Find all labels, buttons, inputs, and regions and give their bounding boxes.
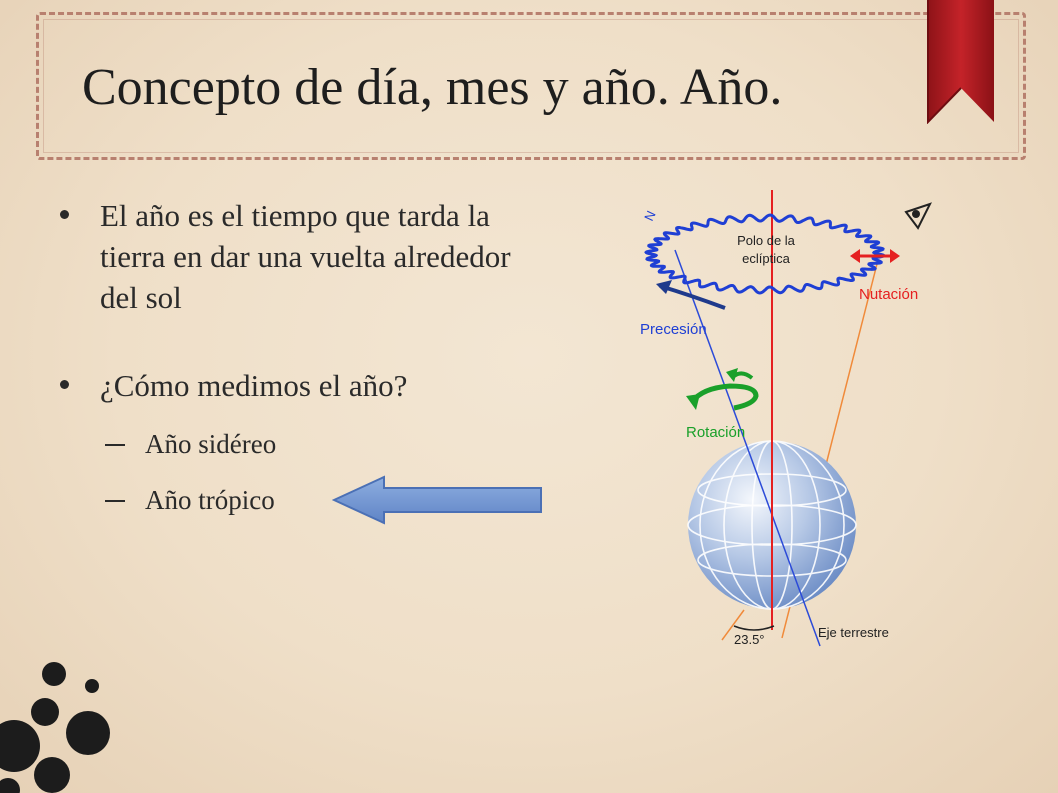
earth-axis-label: Eje terrestre <box>818 625 889 640</box>
sub-bullet-text: Año sidéreo <box>145 429 277 459</box>
bullet-text: El año es el tiempo que tarda la tierra en dar una vuelta alrededor del sol <box>100 198 511 315</box>
observer-eye-icon <box>906 204 930 228</box>
precession-arrow-icon <box>660 286 725 308</box>
angle-arc <box>734 626 774 630</box>
north-label: N <box>641 208 659 224</box>
bullet-dot-icon <box>60 210 69 219</box>
bookmark-ribbon-icon <box>926 0 996 124</box>
bullet-dot-icon <box>60 380 69 389</box>
slide-title: Concepto de día, mes y año. Año. <box>82 59 783 116</box>
nutation-label: Nutación <box>859 286 919 303</box>
pole-label-line1: Polo de la <box>737 233 795 248</box>
left-arrow-icon <box>332 475 544 525</box>
rotation-label: Rotación <box>686 424 746 441</box>
sub-bullet-dash-icon <box>105 500 125 502</box>
earth-axis-diagram <box>630 190 940 660</box>
decorative-blobs <box>0 650 120 793</box>
bullet-text: ¿Cómo medimos el año? <box>100 368 408 403</box>
precession-label: Precesión <box>640 321 707 338</box>
pole-label-line2: eclíptica <box>742 251 790 266</box>
sub-bullet-dash-icon <box>105 444 125 446</box>
angle-label: 23.5° <box>734 632 765 647</box>
sub-bullet-text: Año trópico <box>145 485 275 515</box>
